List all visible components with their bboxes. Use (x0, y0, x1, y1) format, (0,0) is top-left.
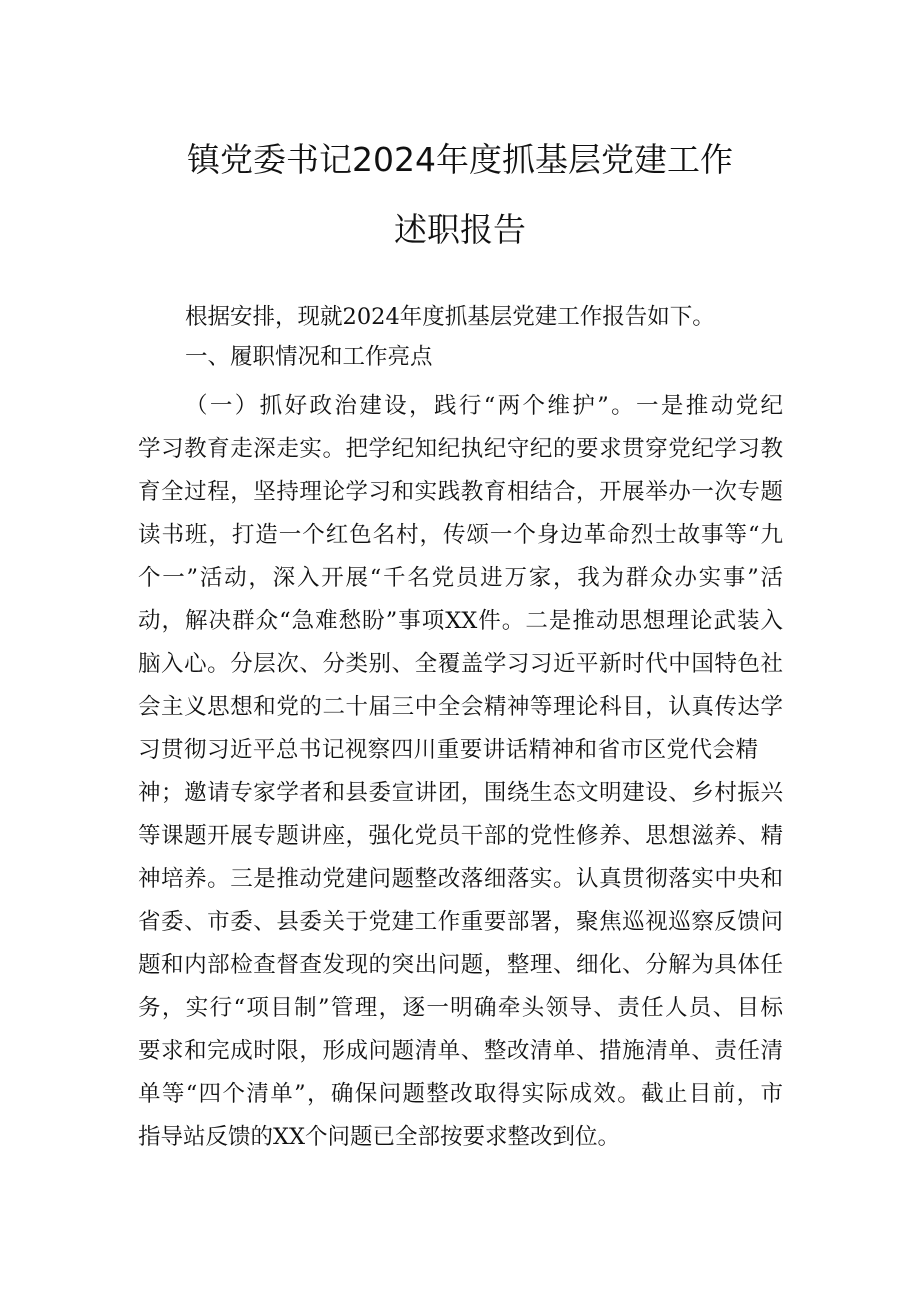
body-line: 动，解决群众“急难愁盼”事项XX件。二是推动思想理论武装入 (138, 608, 783, 634)
document-title-line-1: 镇党委书记2024年度抓基层党建工作 (187, 140, 733, 179)
body-line: 脑入心。分层次、分类别、全覆盖学习习近平新时代中国特色社 (138, 651, 783, 677)
body-line: （一）抓好政治建设，践行“两个维护”。一是推动党纪 (185, 393, 783, 419)
body-line: 个一”活动，深入开展“千名党员进万家，我为群众办实事”活 (138, 565, 783, 591)
body-line: 务，实行“项目制”管理，逐一明确牵头领导、责任人员、目标 (138, 995, 783, 1021)
body-line: 题和内部检查督查发现的突出问题，整理、细化、分解为具体任 (138, 952, 783, 978)
body-line: 会主义思想和党的二十届三中全会精神等理论科目，认真传达学 (138, 694, 783, 720)
document-title-line-2: 述职报告 (394, 210, 526, 249)
body-line: 学习教育走深走实。把学纪知纪执纪守纪的要求贯穿党纪学习教 (138, 436, 783, 462)
body-line: 要求和完成时限，形成问题清单、整改清单、措施清单、责任清 (138, 1038, 783, 1064)
body-line: 读书班，打造一个红色名村，传颂一个身边革命烈士故事等“九 (138, 522, 783, 548)
body-line: 神；邀请专家学者和县委宣讲团，围绕生态文明建设、乡村振兴 (138, 780, 783, 806)
body-line: 育全过程，坚持理论学习和实践教育相结合，开展举办一次专题 (138, 479, 783, 505)
body-line: 等课题开展专题讲座，强化党员干部的党性修养、思想滋养、精 (138, 823, 783, 849)
intro-paragraph: 根据安排，现就2024年度抓基层党建工作报告如下。 (185, 304, 715, 330)
body-line: 省委、市委、县委关于党建工作重要部署，聚焦巡视巡察反馈问 (138, 909, 783, 935)
body-line: 单等“四个清单”，确保问题整改取得实际成效。截止目前，市 (138, 1081, 783, 1107)
body-line: 指导站反馈的XX个问题已全部按要求整改到位。 (138, 1124, 621, 1150)
body-line: 习贯彻习近平总书记视察四川重要讲话精神和省市区党代会精 (138, 737, 758, 763)
body-line: 神培养。三是推动党建问题整改落细落实。认真贯彻落实中央和 (138, 866, 783, 892)
section-heading-1: 一、履职情况和工作亮点 (185, 344, 433, 370)
